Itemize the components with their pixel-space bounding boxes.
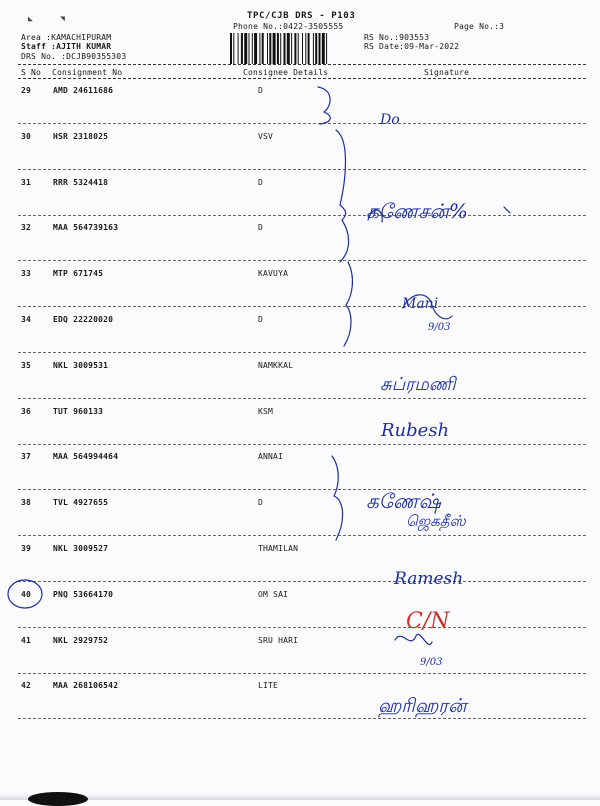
- row-consignee: D: [258, 177, 264, 187]
- barcode-bar: [259, 33, 260, 64]
- rs-number: RS No.:903553: [364, 33, 430, 42]
- row-divider: [18, 673, 586, 674]
- barcode-bar: [238, 33, 239, 64]
- staff-label: Staff :AJITH KUMAR: [21, 42, 112, 51]
- row-consignment-number: TUT 960133: [53, 406, 104, 416]
- barcode-bar: [319, 33, 321, 64]
- header-divider: [18, 64, 586, 65]
- row-divider: [18, 215, 586, 216]
- row-serial-number: 39: [21, 544, 32, 553]
- row-serial-number: 41: [21, 635, 32, 645]
- row-serial-number: 30: [21, 131, 32, 141]
- barcode-bar: [315, 33, 317, 64]
- barcode-bar: [326, 33, 327, 64]
- barcode-bar: [273, 33, 276, 64]
- barcode-bar: [305, 33, 306, 64]
- row-consignment-number: HSR 2318025: [53, 131, 109, 141]
- row-divider: [18, 581, 586, 582]
- row-divider: [18, 352, 586, 353]
- signature-row37: கணேஷ்: [366, 489, 441, 513]
- row-consignee: D: [258, 315, 264, 324]
- row-divider: [18, 718, 586, 719]
- barcode-bar: [287, 33, 290, 64]
- barcode-bar: [298, 33, 299, 64]
- signature-stroke: [504, 207, 510, 213]
- row-consignee: OM SAI: [258, 589, 289, 599]
- bracket-mark: [332, 456, 343, 540]
- row-consignee: ANNAI: [258, 452, 284, 462]
- row-divider: [18, 489, 586, 490]
- row-consignee: LITE: [258, 681, 279, 691]
- row-consignment-number: NKL 3009531: [53, 360, 109, 370]
- row-serial-number: 37: [21, 452, 32, 462]
- signature-row30-32: கணேசன்%: [366, 199, 468, 223]
- row-divider: [18, 398, 586, 399]
- barcode-bar: [277, 33, 279, 64]
- signature-stroke: [368, 210, 382, 222]
- row-consignment-number: TVL 4927655: [53, 498, 109, 508]
- row-consignee: D: [258, 223, 264, 233]
- barcode-bar: [284, 33, 286, 64]
- row-consignment-number: MTP 671745: [53, 269, 104, 279]
- row-consignment-number: NKL 3009527: [53, 544, 109, 553]
- barcode-bar: [230, 33, 232, 64]
- barcode-bar: [308, 33, 310, 64]
- row-consignment-number: MAA 564994464: [53, 452, 119, 462]
- bracket-mark: [344, 262, 352, 346]
- scan-mark: ◥: [60, 14, 65, 23]
- document-title: TPC/CJB DRS - P103: [247, 11, 356, 21]
- scan-edge: [0, 794, 600, 800]
- signature-row42: ஹரிஹரன்: [378, 695, 467, 717]
- row-divider: [18, 535, 586, 536]
- column-sno: S No: [21, 68, 42, 77]
- row-consignee: SRU HARI: [258, 635, 299, 645]
- column-signature: Signature: [424, 68, 470, 77]
- signature-row33-34: Mani: [402, 296, 439, 312]
- row-consignment-number: PNQ 53664170: [53, 589, 114, 599]
- barcode-bar: [280, 33, 281, 64]
- signature-row35: சுப்ரமணி: [380, 374, 456, 395]
- row-consignee: D: [258, 498, 264, 508]
- barcode-bar: [233, 33, 234, 64]
- row-consignee: KAVUYA: [258, 269, 289, 279]
- row-serial-number: 34: [21, 315, 32, 324]
- row-divider: [18, 306, 586, 307]
- barcode-bar: [322, 33, 325, 64]
- signature-row39: Ramesh: [394, 569, 464, 589]
- barcode-bar: [241, 33, 243, 64]
- barcode-bar: [313, 33, 314, 64]
- row-serial-number: 31: [21, 177, 32, 187]
- barcode-bar: [269, 33, 271, 64]
- row-divider: [18, 123, 586, 124]
- row-consignee: VSV: [258, 131, 274, 141]
- row-consignment-number: RRR 5324418: [53, 177, 109, 187]
- row-divider: [18, 627, 586, 628]
- row-serial-number: 38: [21, 498, 32, 508]
- signature-date: 9/03: [428, 322, 451, 333]
- row-consignment-number: EDQ 22220020: [53, 315, 114, 324]
- bracket-mark: [318, 87, 330, 124]
- rs-date: RS Date:09-Mar-2022: [364, 42, 460, 51]
- bracket-mark: [336, 130, 349, 262]
- signature-row36: Rubesh: [381, 420, 450, 441]
- row-serial-number: 36: [21, 406, 32, 416]
- row-consignee: D: [258, 86, 264, 95]
- barcode-bar: [294, 33, 296, 64]
- area-label: Area :KAMACHIPURAM: [21, 33, 112, 42]
- barcode-bar: [254, 33, 257, 64]
- barcode-bar: [262, 33, 264, 64]
- row-serial-number: 40: [21, 589, 32, 599]
- scan-mark: ◣: [28, 14, 33, 23]
- barcode-bar: [302, 33, 303, 64]
- row-serial-number: 35: [21, 360, 32, 370]
- page-number: Page No.:3: [454, 22, 505, 31]
- row-consignee: KSM: [258, 406, 274, 416]
- header-divider: [18, 78, 586, 79]
- row-divider: [18, 169, 586, 170]
- row-serial-number: 29: [21, 86, 32, 95]
- row-consignment-number: AMD 24611686: [53, 86, 114, 95]
- row-consignment-number: MAA 268106542: [53, 681, 119, 691]
- phone-number: Phone No.:0422-3505555: [233, 22, 344, 31]
- barcode-bar: [244, 33, 247, 64]
- row-serial-number: 42: [21, 681, 32, 691]
- row-divider: [18, 260, 586, 261]
- signature-date: 9/03: [420, 657, 443, 668]
- row-serial-number: 32: [21, 223, 32, 233]
- signature-row38: ஜெகதீஸ்: [406, 512, 466, 530]
- barcode-bar: [252, 33, 253, 64]
- barcode-bar: [249, 33, 250, 64]
- row-consignee: NAMKKAL: [258, 360, 294, 370]
- row-consignee: THAMILAN: [258, 544, 299, 553]
- barcode-image: [230, 33, 358, 64]
- signature-stroke: [395, 634, 432, 644]
- row-consignment-number: MAA 564739163: [53, 223, 119, 233]
- row-serial-number: 33: [21, 269, 32, 279]
- cn-mark: C/N: [406, 609, 450, 634]
- signature-row29: Do: [380, 112, 400, 128]
- barcode-bar: [267, 33, 268, 64]
- barcode-bar: [291, 33, 292, 64]
- drs-number: DRS No. :DCJB90355303: [21, 52, 127, 61]
- row-consignment-number: NKL 2929752: [53, 635, 109, 645]
- column-consignee: Consignee Details: [243, 68, 329, 77]
- scan-shadow: [28, 792, 88, 806]
- row-divider: [18, 444, 586, 445]
- column-consignment: Consignment No: [52, 68, 123, 77]
